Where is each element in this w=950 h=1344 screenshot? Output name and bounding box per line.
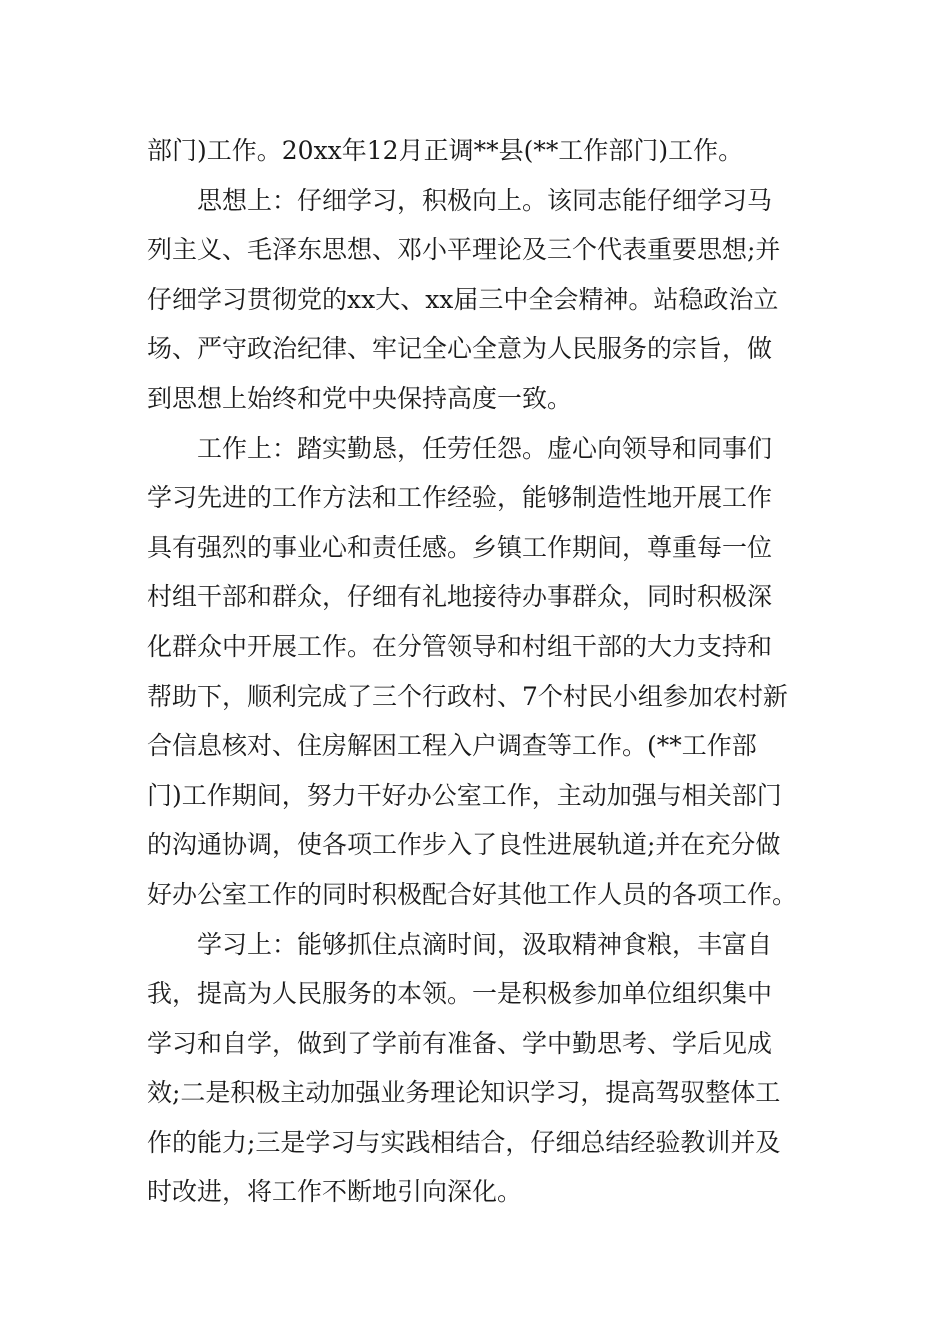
text-line: 门)工作期间，努力干好办公室工作，主动加强与相关部门 — [147, 780, 782, 810]
text-line: 帮助下，顺利完成了三个行政村、7个村民小组参加农村新 — [147, 681, 788, 711]
text-line: 村组干部和群众，仔细有礼地接待办事群众，同时积极深 — [147, 582, 773, 612]
text-line: 场、严守政治纪律、牢记全心全意为人民服务的宗旨，做 — [147, 334, 773, 364]
paragraph-first-line: 学习上：能够抓住点滴时间，汲取精神食粮，丰富自 — [197, 929, 773, 959]
text-line: 时改进，将工作不断地引向深化。 — [147, 1177, 523, 1207]
text-line: 部门)工作。20xx年12月正调**县(**工作部门)工作。 — [147, 136, 744, 165]
text-line: 好办公室工作的同时积极配合好其他工作人员的各项工作。 — [147, 879, 798, 909]
text-line: 合信息核对、住房解困工程入户调查等工作。(**工作部 — [147, 731, 757, 761]
text-line: 列主义、毛泽东思想、邓小平理论及三个代表重要思想;并 — [147, 235, 781, 265]
paragraph-first-line: 工作上：踏实勤恳，任劳任怨。虚心向领导和同事们 — [197, 433, 773, 463]
text-line: 学习和自学，做到了学前有准备、学中勤思考、学后见成 — [147, 1028, 773, 1058]
text-line: 学习先进的工作方法和工作经验，能够制造性地开展工作 — [147, 483, 773, 513]
text-line: 的沟通协调，使各项工作步入了良性进展轨道;并在充分做 — [147, 830, 781, 860]
text-line: 作的能力;三是学习与实践相结合，仔细总结经验教训并及 — [147, 1127, 781, 1157]
text-line: 我，提高为人民服务的本领。一是积极参加单位组织集中 — [147, 979, 773, 1009]
text-line: 到思想上始终和党中央保持高度一致。 — [147, 383, 573, 413]
text-line: 效;二是积极主动加强业务理论知识学习，提高驾驭整体工 — [147, 1078, 781, 1108]
paragraph-first-line: 思想上：仔细学习，积极向上。该同志能仔细学习马 — [197, 185, 773, 215]
text-line: 具有强烈的事业心和责任感。乡镇工作期间，尊重每一位 — [147, 532, 773, 562]
document-body — [147, 126, 807, 1217]
text-line: 化群众中开展工作。在分管领导和村组干部的大力支持和 — [147, 631, 773, 661]
text-line: 仔细学习贯彻党的xx大、xx届三中全会精神。站稳政治立 — [147, 284, 779, 314]
